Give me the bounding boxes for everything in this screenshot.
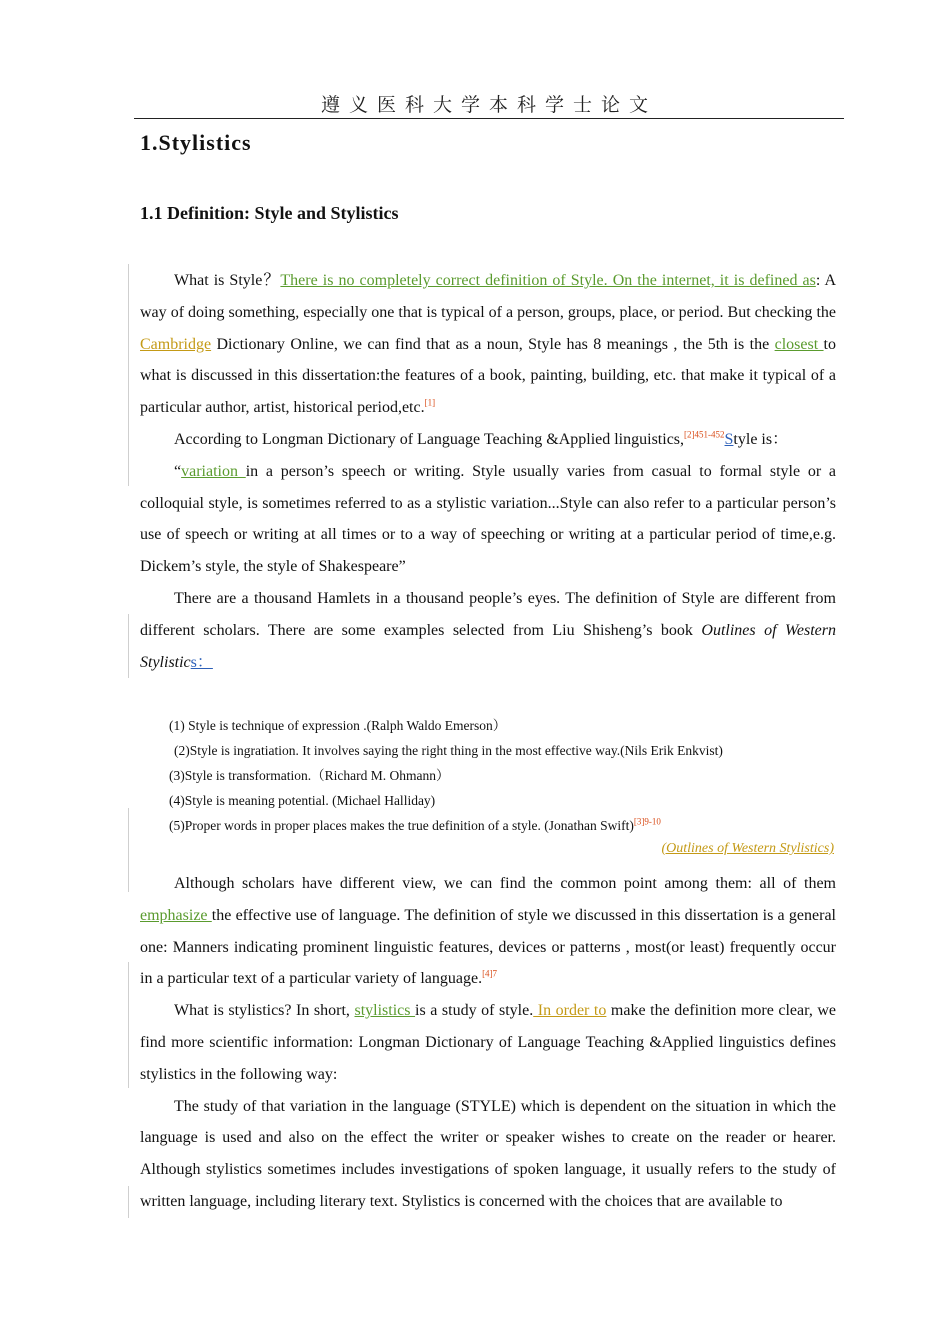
text: What is stylistics? In short, [174,1002,355,1020]
text: make the definition more clear, we find more scientific information: Longman Dictionary of Language Teaching &Applied linguistics defines stylistics in the following way: [140,1002,837,1083]
list-item: (4)Style is meaning potential. (Michael Halliday) [169,793,436,808]
list-item: (2)Style is ingratiation. It involves saying the right thing in the most effective way.(Nils Erik Enkvist) [174,743,723,758]
tracked-change[interactable]: There is no completely correct definition of Style. On the internet, it is defined as [280,272,816,289]
text: (5)Proper words in proper places makes the true definition of a style. (Jonathan Swift) [169,818,634,833]
list-item: (3)Style is transformation.（Richard M. Ohmann） [169,768,450,783]
text: “ [174,462,182,480]
tracked-change[interactable]: Cambridge [140,335,212,353]
tracked-change[interactable]: S [724,430,734,448]
revision-bar [128,614,129,678]
body-block-2 [140,868,836,1218]
revision-bar [128,808,129,892]
tracked-change[interactable]: closest [774,335,824,353]
tracked-change[interactable]: s： [190,653,213,671]
text: is a study of style. [415,1002,534,1020]
text: The study of that variation in the language (STYLE) which is dependent on the situation in which the language is used and also on the effect the writer or speaker wishes to create on the reader or hearer. Although stylistics sometimes includes investigations of spoken language, it usually refers to the study of written language, including literary text. Stylistics is concerned with the choices that are available to [140,1097,836,1210]
tracked-change[interactable]: variation [181,462,246,480]
text: to what is discussed in this dissertation:the features of a book, painting, building, etc. that make it typical of a particular author, artist, historical period,etc. [140,335,836,417]
text: There are a thousand Hamlets in a thousand people’s eyes. The definition of Style are different from different scholars. There are some examples selected from Liu Shisheng’s book [140,589,836,639]
running-header: 遵义医科大学本科学士论文 [320,94,657,116]
text: tyle is： [733,430,789,448]
revision-bar [128,962,129,1088]
paragraph-7 [140,1091,836,1218]
quote-list [169,713,723,838]
text: the effective use of language. The definition of style we discussed in this dissertation is a general one: Manners indicating prominent linguistic features, devices or patterns , most(or least) frequently occur in a particular text of a particular variety of language. [140,906,836,988]
list-item [169,813,723,838]
paragraph-2 [140,424,836,456]
revision-bar [128,1186,129,1218]
tracked-change[interactable]: In order to [533,1002,607,1020]
text: Dictionary Online, we can find that as a noun, Style has 8 meanings , the 5th is the [211,335,775,353]
paragraph-3 [140,456,836,583]
citation-marker: [3]9-10 [633,816,661,827]
citation-marker: [2]451-452 [684,429,725,440]
paragraph-4 [140,583,836,678]
text: in a person’s speech or writing. Style usually varies from casual to formal style or a colloquial style, is sometimes referred to as a stylistic variation...Style can also refer to a particular person’s use of speech or writing at all times or to a way of speeching or writing at a particular period of time,e.g. Dickem’s style, the style of Shakespeare” [140,462,836,576]
body-block-1 [140,265,836,678]
paragraph-1 [140,265,836,424]
subsection-title: 1.1 Definition: Style and Stylistics [140,203,399,223]
section-title: 1.Stylistics [140,130,252,155]
citation-marker: [1] [424,397,436,408]
tracked-change[interactable]: stylistics [354,1002,416,1020]
header-rule [134,118,844,119]
source-attribution[interactable]: (Outlines of Western Stylistics) [661,841,834,856]
text: According to Longman Dictionary of Language Teaching &Applied linguistics, [174,430,685,448]
revision-bar [128,264,129,486]
list-item: (1) Style is technique of expression .(Ralph Waldo Emerson） [169,718,507,733]
text: What is Style？ [174,272,281,289]
text: : A way of doing something, especially one that is typical of a person, groups, place, or period. But checking the [140,272,836,321]
book-title: Outlines of Western Stylistic [140,621,836,671]
tracked-change[interactable]: emphasize [140,906,212,924]
paragraph-5 [140,868,836,995]
paragraph-6 [140,995,836,1090]
text: Although scholars have different view, we can find the common point among them: all of them [174,875,836,892]
citation-marker: [4]7 [482,969,498,980]
